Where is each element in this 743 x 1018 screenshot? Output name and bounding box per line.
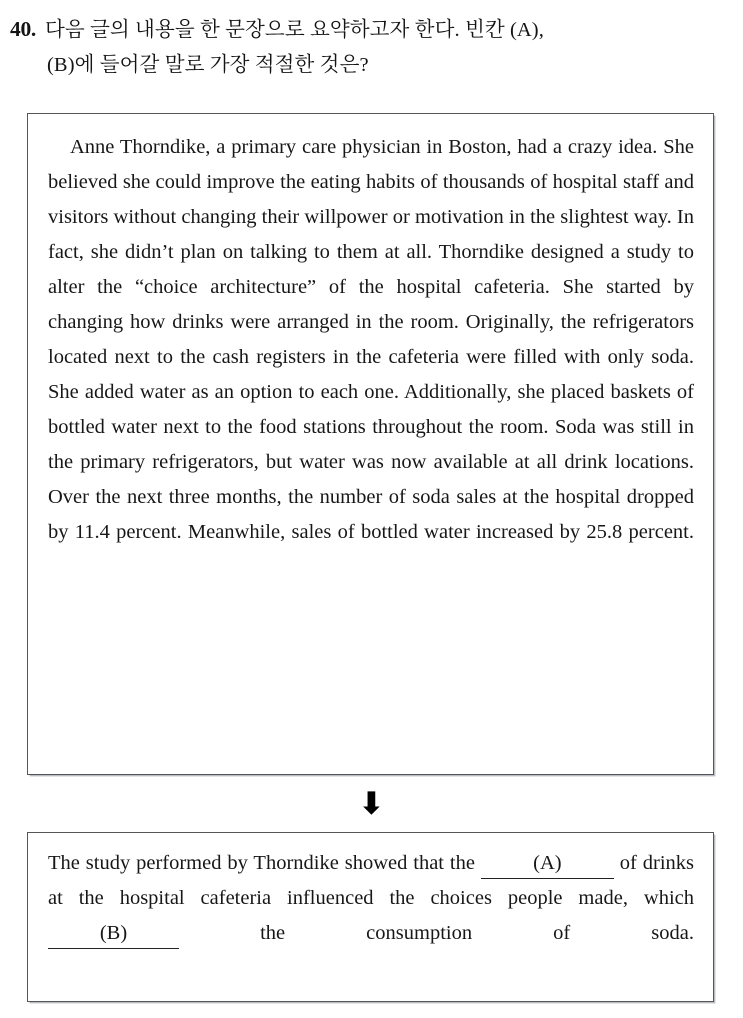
summary-paragraph (48, 846, 694, 986)
summary-text-container (48, 846, 694, 986)
blank-b[interactable]: (B) (48, 919, 179, 949)
blank-a[interactable]: (A) (481, 849, 614, 879)
passage-text-container (48, 130, 694, 585)
summary-segment-1: The study performed by Thorndike showed that the (48, 852, 475, 874)
question-instruction-line-1 (10, 12, 733, 48)
summary-segment-3: the consumption of soda. (260, 922, 694, 944)
summary-box (27, 832, 714, 1002)
down-arrow-icon: ⬇ (358, 786, 385, 822)
summary-segment-2: of drinks at the hospital cafeteria influenced the choices people made, which (48, 852, 694, 909)
passage-box (27, 113, 714, 775)
question-instruction-line-2: (B)에 들어갈 말로 가장 적절한 것은? (47, 54, 369, 76)
question-number: 40. (10, 17, 36, 41)
question-header (10, 12, 733, 83)
question-instruction-text-1: 다음 글의 내용을 한 문장으로 요약하고자 한다. 빈칸 (A), (44, 19, 544, 41)
passage-paragraph: Anne Thorndike, a primary care physician in Boston, had a crazy idea. She believed she could improve the eating habits of thousands of hospital staff and visitors without changing their willpower or motivation in the slightest way. In fact, she didn’t plan on talking to them at all. Thorndike designed a study to alter the “choice architecture” of the hospital cafeteria. She started by changing how drinks were arranged in the room. Originally, the refrigerators located next to the cash registers in the cafeteria were filled with only soda. She added water as an option to each one. Additionally, she placed baskets of bottled water next to the food stations throughout the room. Soda was still in the primary refrigerators, but water was now available at all drink locations. Over the next three months, the number of soda sales at the hospital dropped by 11.4 percent. Meanwhile, sales of bottled water increased by 25.8 percent. (48, 136, 694, 543)
